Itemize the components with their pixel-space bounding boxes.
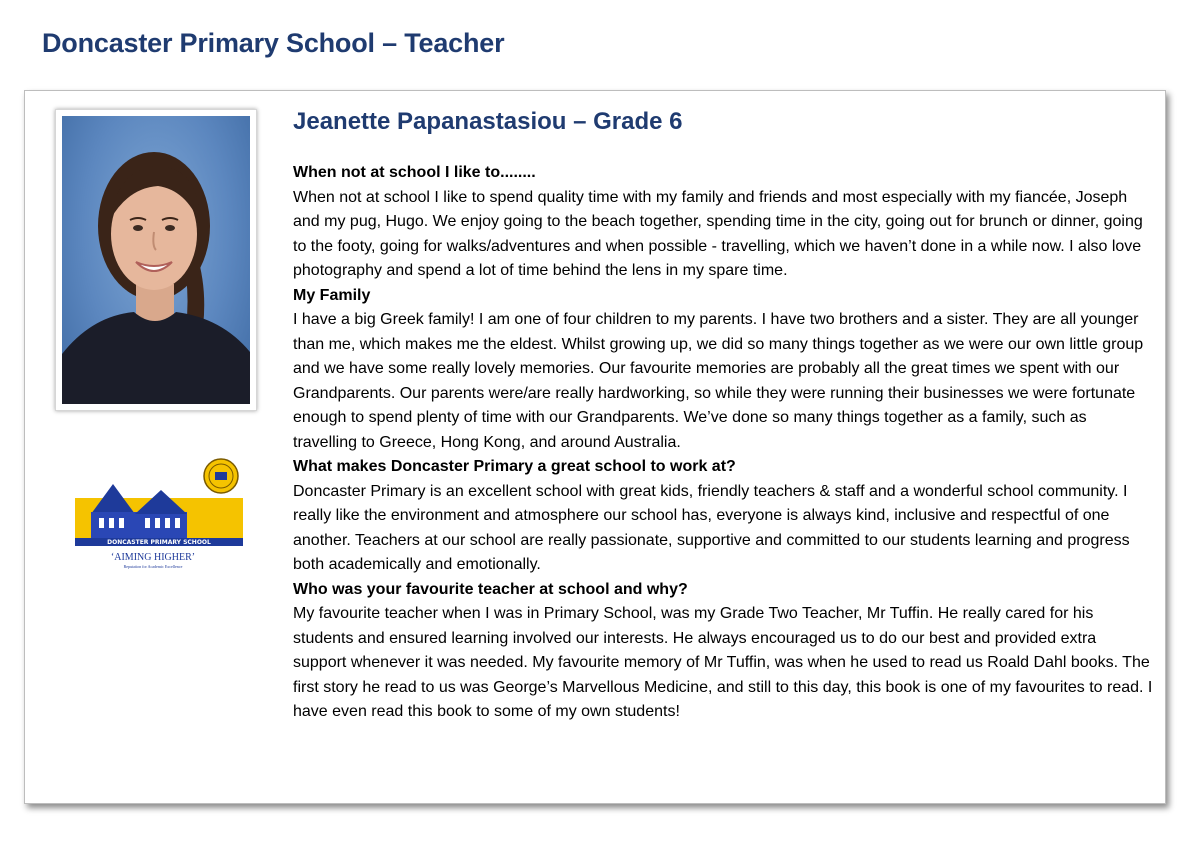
section-heading-great-school: What makes Doncaster Primary a great school to work at?: [293, 458, 736, 475]
section-heading-hobbies: When not at school I like to........: [293, 164, 536, 181]
section-body-family: I have a big Greek family! I am one of four children to my parents. I have two brothers and a sister. They are all younger than me, which makes me the eldest. Whilst growing up, we did so many things together as we were our own little group and we have some really lovely memories. Our favourite memories are probably all the great times we spent with our Grandparents. Our parents were/are really hardworking, so while they were running their businesses we were fortunate enough to spend plenty of time with our Grandparents. We’ve done so many things together as a family, such as travelling to Greece, Hong Kong, and around Australia.: [293, 311, 1144, 451]
section-heading-family: My Family: [293, 286, 371, 304]
section-heading-favourite-teacher: Who was your favourite teacher at school and why?: [293, 580, 688, 598]
section-body-hobbies: When not at school I like to spend quality time with my family and friends and most especially with my fiancée, Joseph and my pug, Hugo. We enjoy going to the beach together, spending time in the city, going out for brunch or dinner, going to the footy, going for walks/adventures and when possible - travelling, which we haven’t done in a while now. I also love photography and spend a lot of time behind the lens in my spare time.: [293, 188, 1143, 279]
teacher-profile-card: [24, 90, 1166, 804]
teacher-photo-frame: [55, 109, 257, 411]
logo-motto: ‘AIMING HIGHER’: [110, 552, 196, 563]
logo-tagline: Reputation for Academic Excellence: [123, 564, 183, 569]
page-title: Doncaster Primary School – Teacher: [42, 28, 505, 58]
profile-content: [293, 105, 1153, 725]
teacher-name: Jeanette Papanastasiou – Grade 6: [293, 108, 683, 135]
teacher-photo: [62, 116, 250, 404]
logo-school-name: DONCASTER PRIMARY SCHOOL: [107, 539, 211, 546]
school-logo: [65, 456, 247, 576]
section-body-great-school: Doncaster Primary is an excellent school with great kids, friendly teachers & staff and a wonderful school community. I really like the environment and atmosphere our school has, everyone is always kind, inclusive and respectful of one another. Teachers at our school are really passionate, supportive and committed to our students learning and progress both academically and emotionally.: [293, 482, 1130, 573]
section-body-favourite-teacher: My favourite teacher when I was in Primary School, was my Grade Two Teacher, Mr Tuffin. He really cared for his students and ensured learning involved our interests. He always encouraged us to do our best and provided extra support whenever it was needed. My favourite memory of Mr Tuffin, was when he used to read us Roald Dahl books. The first story he read to us was George’s Marvellous Medicine, and still to this day, this book is one of my favourites to read. I have even read this book to some of my own students!: [293, 605, 1153, 720]
